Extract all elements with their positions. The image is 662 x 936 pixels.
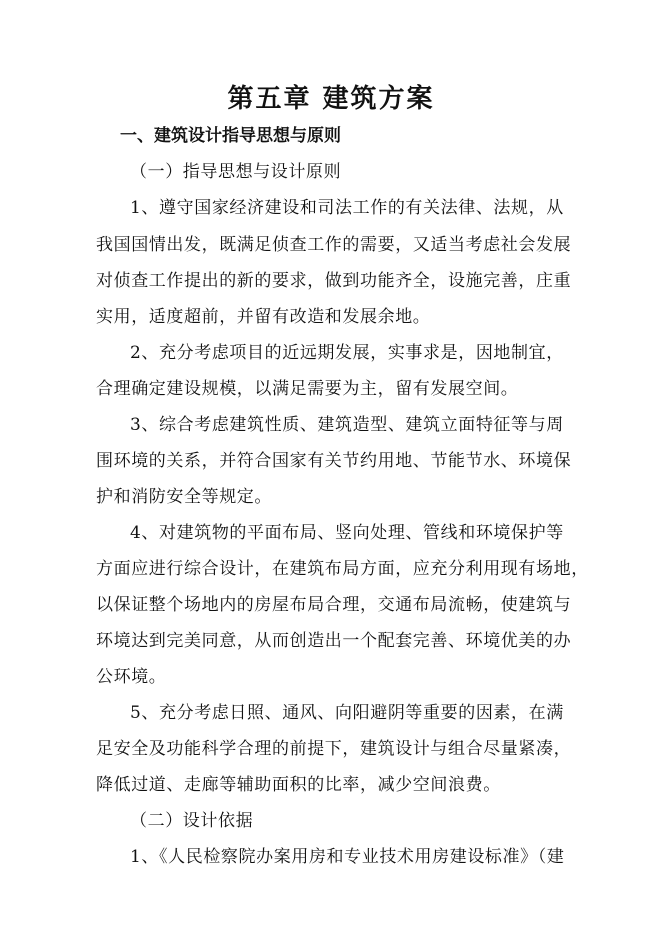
paragraph-line: 降低过道、走廊等辅助面积的比率，减少空间浪费。	[96, 775, 501, 795]
paragraph-line: 4、对建筑物的平面布局、竖向处理、管线和环境保护等	[130, 523, 564, 543]
chapter-title: 第五章 建筑方案	[227, 84, 435, 114]
paragraph-line: 足安全及功能科学合理的前提下，建筑设计与组合尽量紧凑，	[96, 739, 572, 759]
paragraph-line: 2、充分考虑项目的近远期发展，实事求是，因地制宜，	[130, 343, 564, 363]
subheading-guiding-principles: （一）指导思想与设计原则	[130, 162, 342, 182]
paragraph-line: 实用，适度超前，并留有改造和发展余地。	[96, 307, 431, 327]
section-heading: 一、建筑设计指导思想与原则	[120, 126, 341, 146]
paragraph-line: 护和消防安全等规定。	[96, 487, 272, 507]
paragraph-line: 围环境的关系，并符合国家有关节约用地、节能节水、环境保	[96, 451, 572, 471]
paragraph-line: 3、综合考虑建筑性质、建筑造型、建筑立面特征等与周	[130, 415, 564, 435]
paragraph-line: 公环境。	[96, 667, 167, 687]
paragraph-line: 对侦查工作提出的新的要求，做到功能齐全，设施完善，庄重	[96, 271, 572, 291]
paragraph-line: 1、遵守国家经济建设和司法工作的有关法律、法规，从	[130, 198, 564, 218]
paragraph-line: 方面应进行综合设计，在建筑布局方面，应充分利用现有场地，	[96, 559, 589, 579]
paragraph-line: 5、充分考虑日照、通风、向阳避阴等重要的因素，在满	[130, 703, 564, 723]
paragraph-line: 环境达到完美同意，从而创造出一个配套完善、环境优美的办	[96, 631, 572, 651]
paragraph-line: 我国国情出发，既满足侦查工作的需要，又适当考虑社会发展	[96, 235, 572, 255]
paragraph-line: 合理确定建设规模，以满足需要为主，留有发展空间。	[96, 379, 519, 399]
subheading-design-basis: （二）设计依据	[130, 811, 254, 831]
paragraph-line: 以保证整个场地内的房屋布局合理，交通布局流畅，使建筑与	[96, 595, 572, 615]
paragraph-line: 1、《人民检察院办案用房和专业技术用房建设标准》（建	[130, 847, 565, 867]
